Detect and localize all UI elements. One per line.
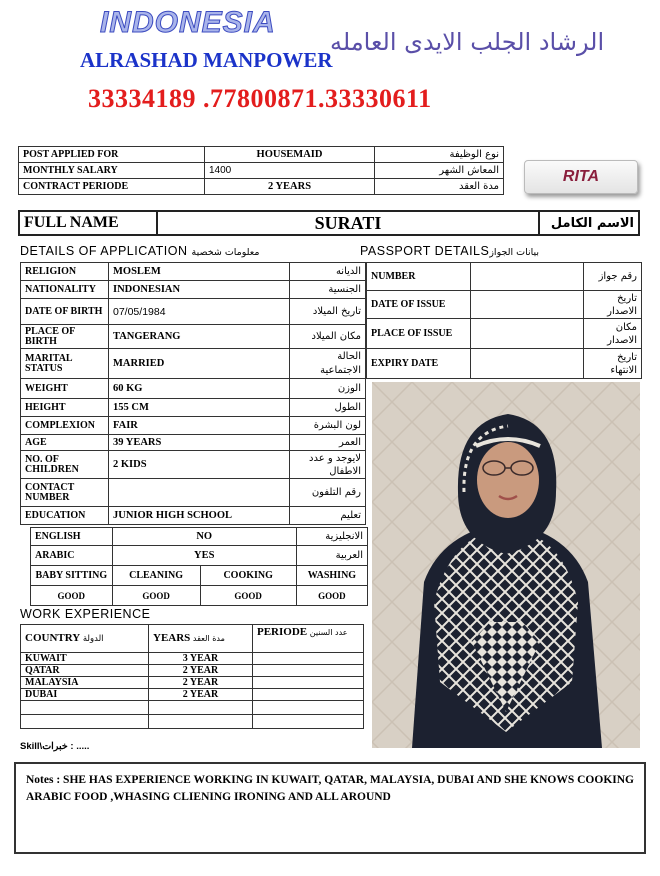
work-country bbox=[21, 715, 149, 729]
detail-label: NATIONALITY bbox=[21, 281, 109, 299]
work-header-country-text: COUNTRY bbox=[25, 632, 81, 644]
work-country bbox=[21, 701, 149, 715]
table-row bbox=[21, 451, 366, 479]
salary-value: 1400 bbox=[205, 163, 375, 179]
work-table bbox=[20, 624, 364, 729]
work-country: DUBAI bbox=[21, 689, 149, 701]
work-periode bbox=[253, 715, 364, 729]
full-name-arabic: الاسم الكامل bbox=[539, 211, 639, 235]
work-years bbox=[149, 701, 253, 715]
post-row bbox=[19, 147, 504, 163]
work-years bbox=[149, 715, 253, 729]
passport-label: EXPIRY DATE bbox=[367, 349, 471, 379]
detail-value: INDONESIAN bbox=[109, 281, 290, 299]
work-periode bbox=[253, 689, 364, 701]
skill-level: GOOD bbox=[296, 586, 367, 606]
passport-title-arabic: بيانات الجواز bbox=[489, 247, 540, 258]
detail-arabic: العمر bbox=[290, 435, 366, 451]
detail-label: RELIGION bbox=[21, 263, 109, 281]
table-row bbox=[21, 379, 366, 399]
work-country: MALAYSIA bbox=[21, 677, 149, 689]
contract-value: 2 YEARS bbox=[205, 179, 375, 195]
table-row bbox=[367, 319, 642, 349]
passport-arabic: مكان الاصدار bbox=[584, 319, 642, 349]
table-row bbox=[21, 399, 366, 417]
table-row bbox=[21, 689, 364, 701]
table-row bbox=[21, 677, 364, 689]
detail-arabic: تاريخ الميلاد bbox=[290, 299, 366, 325]
table-row bbox=[367, 263, 642, 291]
contract-arabic: مدة العقد bbox=[375, 179, 504, 195]
language-value: YES bbox=[112, 546, 296, 566]
detail-arabic: الوزن bbox=[290, 379, 366, 399]
table-row bbox=[31, 528, 368, 546]
applicant-photo-illustration bbox=[372, 382, 640, 748]
passport-label: NUMBER bbox=[367, 263, 471, 291]
detail-value: JUNIOR HIGH SCHOOL bbox=[109, 507, 290, 525]
skill-name: BABY SITTING bbox=[31, 566, 113, 586]
work-country: KUWAIT bbox=[21, 653, 149, 665]
work-header-country bbox=[21, 625, 149, 653]
work-header-country-arabic: الدولة bbox=[82, 634, 104, 644]
details-title: DETAILS OF APPLICATION bbox=[20, 244, 188, 258]
skill-name: COOKING bbox=[200, 566, 296, 586]
detail-value: 39 YEARS bbox=[109, 435, 290, 451]
work-header-periode-arabic: عدد السنين bbox=[309, 628, 348, 637]
detail-arabic: الطول bbox=[290, 399, 366, 417]
notes-box: Notes : SHE HAS EXPERIENCE WORKING IN KUWAIT, QATAR, MALAYSIA, DUBAI AND SHE KNOWS COOKING ARABIC FOOD ,WHASING CLIENING IRONING AND ALL AROUND bbox=[14, 762, 646, 854]
passport-title: PASSPORT DETAILS bbox=[360, 244, 490, 258]
passport-table bbox=[366, 262, 642, 379]
table-row bbox=[21, 435, 366, 451]
language-label: ARABIC bbox=[31, 546, 113, 566]
work-years: 2 YEAR bbox=[149, 677, 253, 689]
table-row bbox=[31, 566, 368, 586]
detail-value: 07/05/1984 bbox=[109, 299, 290, 325]
detail-value: MARRIED bbox=[109, 349, 290, 379]
detail-value: FAIR bbox=[109, 417, 290, 435]
detail-label: COMPLEXION bbox=[21, 417, 109, 435]
work-header-periode-text: PERIODE bbox=[257, 626, 308, 638]
skill-level: GOOD bbox=[200, 586, 296, 606]
contract-label: CONTRACT PERIODE bbox=[19, 179, 205, 195]
passport-arabic: رقم جواز bbox=[584, 263, 642, 291]
passport-value bbox=[471, 319, 584, 349]
table-row bbox=[21, 299, 366, 325]
language-arabic: العربية bbox=[296, 546, 367, 566]
detail-label: PLACE OF BIRTH bbox=[21, 325, 109, 349]
detail-label: NO. OF CHILDREN bbox=[21, 451, 109, 479]
passport-label: PLACE OF ISSUE bbox=[367, 319, 471, 349]
work-title: WORK EXPERIENCE bbox=[20, 607, 151, 621]
applicant-photo bbox=[372, 382, 640, 748]
work-periode bbox=[253, 677, 364, 689]
table-row bbox=[21, 417, 366, 435]
detail-arabic: لون البشرة bbox=[290, 417, 366, 435]
table-row bbox=[31, 586, 368, 606]
work-header-years bbox=[149, 625, 253, 653]
detail-value: MOSLEM bbox=[109, 263, 290, 281]
salary-label: MONTHLY SALARY bbox=[19, 163, 205, 179]
table-row bbox=[21, 325, 366, 349]
work-years: 3 YEAR bbox=[149, 653, 253, 665]
work-periode bbox=[253, 653, 364, 665]
table-row bbox=[21, 653, 364, 665]
detail-arabic: تعليم bbox=[290, 507, 366, 525]
language-arabic: الانجليزية bbox=[296, 528, 367, 546]
skill-name: CLEANING bbox=[112, 566, 200, 586]
table-row bbox=[367, 291, 642, 319]
detail-label: EDUCATION bbox=[21, 507, 109, 525]
agent-button[interactable]: RITA bbox=[524, 160, 638, 194]
details-section-title bbox=[20, 244, 259, 258]
work-years: 2 YEAR bbox=[149, 665, 253, 677]
table-row bbox=[21, 349, 366, 379]
passport-value bbox=[471, 291, 584, 319]
table-row bbox=[21, 281, 366, 299]
post-table bbox=[18, 146, 504, 195]
detail-value: 2 KIDS bbox=[109, 451, 290, 479]
agency-phones: 33334189 .77800871.33330611 bbox=[88, 84, 432, 113]
full-name-label: FULL NAME bbox=[19, 211, 157, 235]
passport-value bbox=[471, 349, 584, 379]
work-header-years-text: YEARS bbox=[153, 632, 191, 644]
table-row bbox=[21, 665, 364, 677]
agency-name-arabic: الرشاد الجلب الايدى العامله bbox=[330, 28, 605, 56]
detail-arabic: الحالة الاجتماعية bbox=[290, 349, 366, 379]
post-label: POST APPLIED FOR bbox=[19, 147, 205, 163]
detail-value: 60 KG bbox=[109, 379, 290, 399]
details-title-arabic: معلومات شخصية bbox=[191, 247, 260, 258]
table-row bbox=[367, 349, 642, 379]
detail-label: AGE bbox=[21, 435, 109, 451]
brand-country: INDONESIA bbox=[100, 6, 276, 39]
detail-label: MARITAL STATUS bbox=[21, 349, 109, 379]
detail-value: 155 CM bbox=[109, 399, 290, 417]
passport-section-title bbox=[360, 244, 539, 258]
post-row bbox=[19, 179, 504, 195]
detail-label: DATE OF BIRTH bbox=[21, 299, 109, 325]
table-row bbox=[21, 507, 366, 525]
detail-label: HEIGHT bbox=[21, 399, 109, 417]
detail-arabic: مكان الميلاد bbox=[290, 325, 366, 349]
language-value: NO bbox=[112, 528, 296, 546]
table-row bbox=[21, 479, 366, 507]
work-header-years-arabic: مدة العقد bbox=[192, 634, 225, 643]
detail-label: WEIGHT bbox=[21, 379, 109, 399]
skill-line: Skill\خبرات : ..... bbox=[20, 741, 90, 752]
agency-name: ALRASHAD MANPOWER bbox=[80, 48, 333, 72]
skill-level: GOOD bbox=[31, 586, 113, 606]
table-row bbox=[21, 715, 364, 729]
post-row bbox=[19, 163, 504, 179]
table-row bbox=[31, 546, 368, 566]
salary-arabic: المعاش الشهر bbox=[375, 163, 504, 179]
table-row bbox=[21, 701, 364, 715]
languages-table bbox=[30, 527, 368, 606]
work-periode bbox=[253, 665, 364, 677]
detail-arabic: لايوجد و عدد الاطفال bbox=[290, 451, 366, 479]
passport-value bbox=[471, 263, 584, 291]
detail-label: CONTACT NUMBER bbox=[21, 479, 109, 507]
detail-arabic: الجنسية bbox=[290, 281, 366, 299]
skill-level: GOOD bbox=[112, 586, 200, 606]
passport-label: DATE OF ISSUE bbox=[367, 291, 471, 319]
post-value: HOUSEMAID bbox=[205, 147, 375, 163]
work-periode bbox=[253, 701, 364, 715]
work-country: QATAR bbox=[21, 665, 149, 677]
detail-value bbox=[109, 479, 290, 507]
detail-arabic: رقم التلفون bbox=[290, 479, 366, 507]
detail-arabic: الديانه bbox=[290, 263, 366, 281]
language-label: ENGLISH bbox=[31, 528, 113, 546]
table-row bbox=[21, 263, 366, 281]
skill-name: WASHING bbox=[296, 566, 367, 586]
detail-value: TANGERANG bbox=[109, 325, 290, 349]
table-header-row bbox=[21, 625, 364, 653]
work-years: 2 YEAR bbox=[149, 689, 253, 701]
passport-arabic: تاريخ الاصدار bbox=[584, 291, 642, 319]
details-table bbox=[20, 262, 366, 525]
work-header-periode bbox=[253, 625, 364, 653]
passport-arabic: تاريخ الانتهاء bbox=[584, 349, 642, 379]
full-name-table bbox=[18, 210, 640, 236]
full-name-value: SURATI bbox=[157, 211, 539, 235]
post-arabic: نوع الوظيفة bbox=[375, 147, 504, 163]
